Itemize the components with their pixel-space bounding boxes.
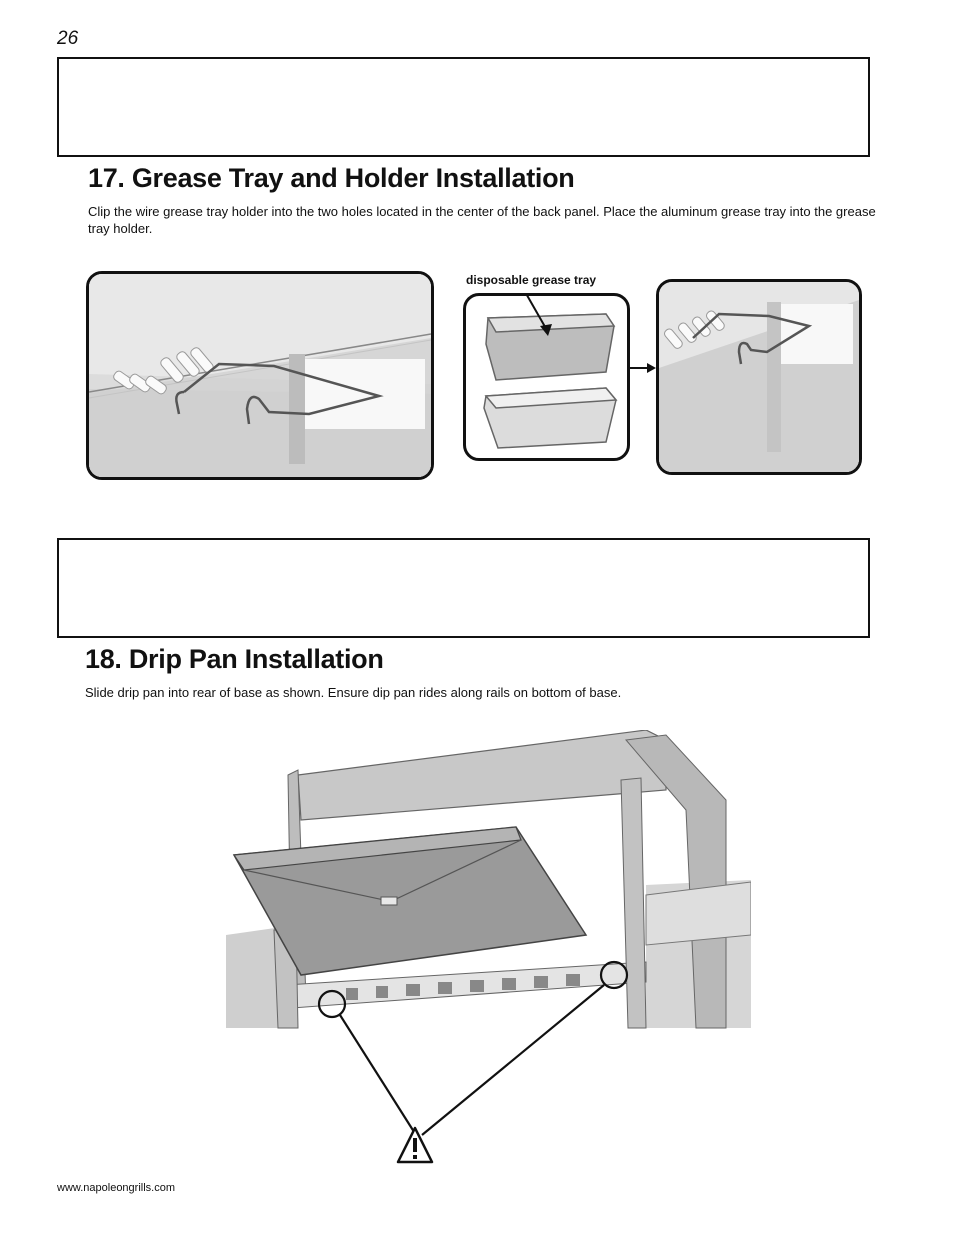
warning-icon (396, 1125, 434, 1165)
drip-pan-illustration (226, 730, 751, 1168)
grease-tray-drawing (466, 296, 627, 458)
grease-tray-illustration (463, 293, 630, 461)
holder-clip-drawing (89, 274, 431, 477)
section-17-title: 17. Grease Tray and Holder Installation (88, 163, 575, 193)
tray-label: disposable grease tray (466, 273, 597, 287)
section-18-title: 18. Drip Pan Installation (85, 644, 384, 674)
note-box-top (57, 57, 870, 157)
section-18-text: Slide drip pan into rear of base as shown. Ensure dip pan rides along rails on bottom of base. (85, 685, 622, 700)
page-number: 26 (57, 28, 79, 49)
arrow-right-icon (628, 360, 658, 376)
holder-installed-drawing (659, 282, 859, 472)
section-17-text: Clip the wire grease tray holder into the two holes located in the center of the back panel. Place the aluminum grease tray into the grease tray holder. (88, 204, 876, 236)
note-box-bottom (57, 538, 870, 638)
footer-url: www.napoleongrills.com (57, 1182, 175, 1194)
holder-clip-illustration (86, 271, 434, 480)
holder-installed-illustration (656, 279, 862, 475)
drip-pan-drawing (226, 730, 751, 1168)
